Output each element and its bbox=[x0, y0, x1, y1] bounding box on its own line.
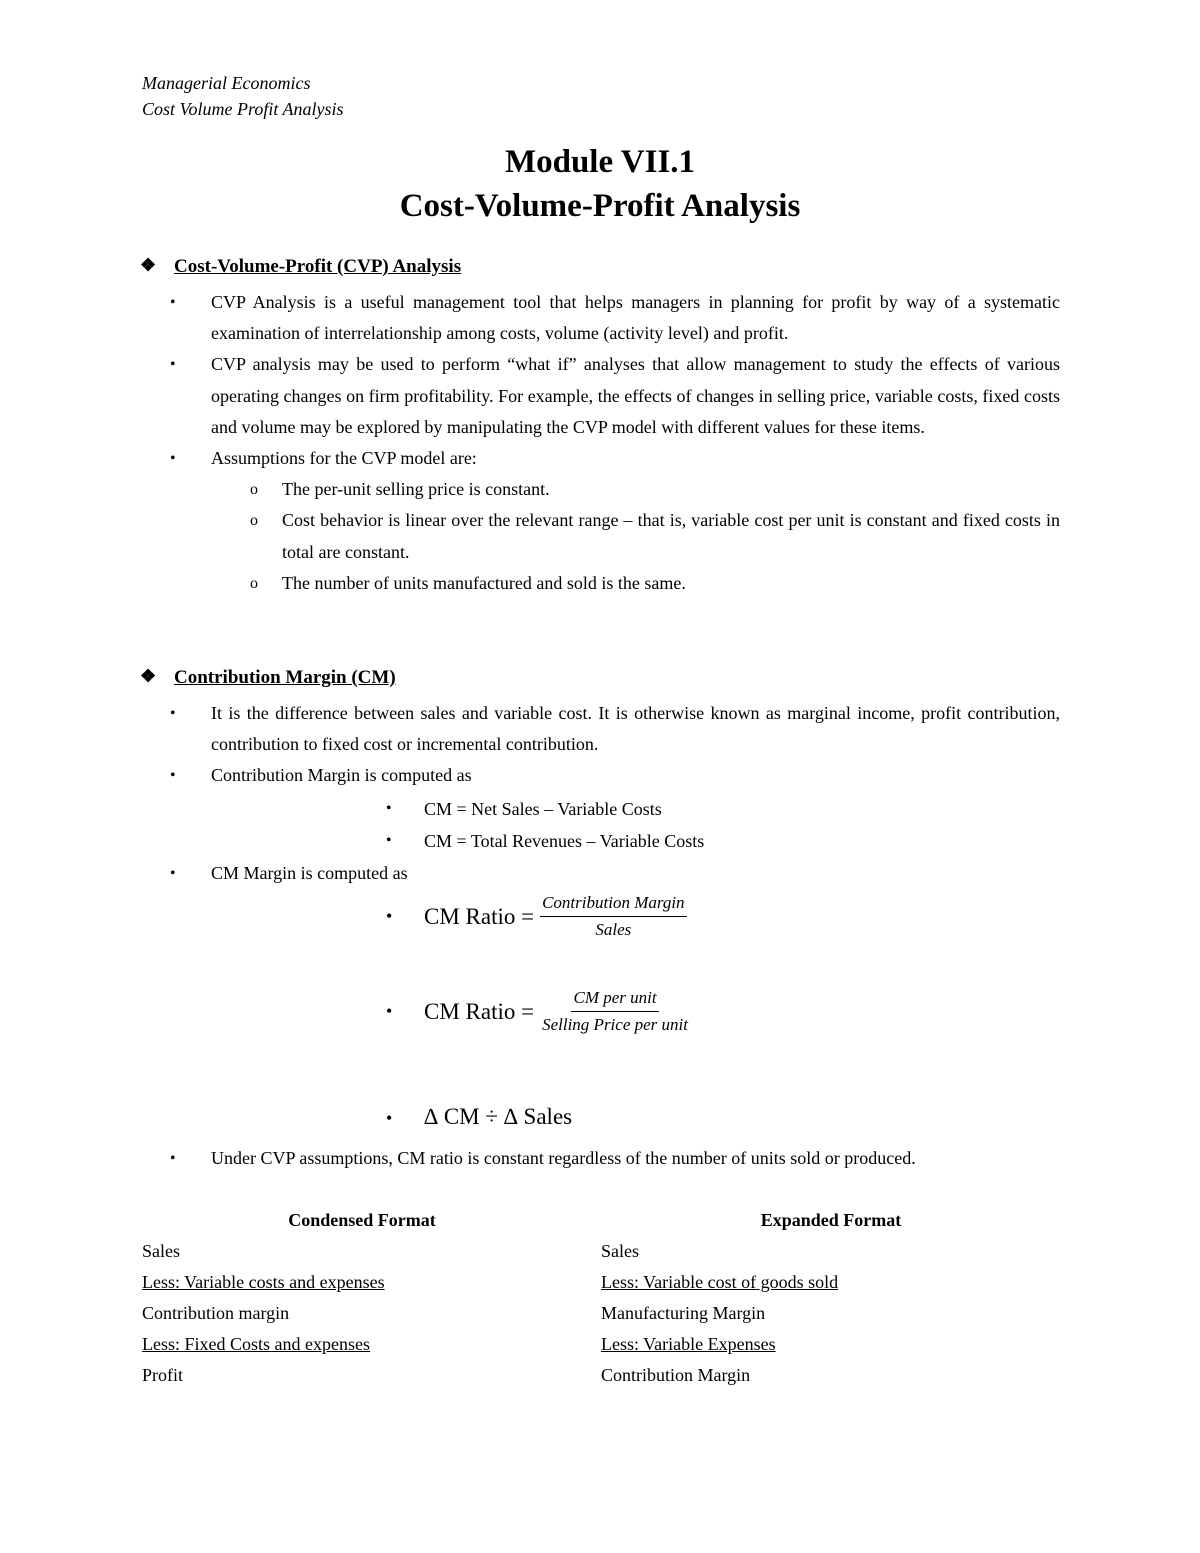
title-subject: Cost-Volume-Profit Analysis bbox=[399, 188, 801, 224]
sub-list-item: o The per-unit selling price is constant. bbox=[170, 474, 1060, 505]
cm-ratio-formula-2 bbox=[386, 988, 690, 1035]
format-row: Less: Variable costs and expenses bbox=[142, 1272, 385, 1292]
format-row: Contribution margin bbox=[142, 1303, 290, 1323]
bullet-icon: • bbox=[170, 450, 176, 468]
formula-item: • CM = Total Revenues – Variable Costs bbox=[386, 825, 704, 857]
format-row: Contribution Margin bbox=[601, 1365, 751, 1385]
sub-list-item: o The number of units manufactured and sold is the same. bbox=[170, 568, 1060, 599]
format-row: Less: Variable Expenses bbox=[601, 1334, 776, 1354]
list-item: • Under CVP assumptions, CM ratio is constant regardless of the number of units sold or produced. bbox=[170, 1143, 1060, 1174]
expanded-format-title: Expanded Format bbox=[760, 1210, 902, 1230]
cm-bullet-list bbox=[170, 698, 1060, 792]
format-row: Sales bbox=[142, 1241, 180, 1261]
bullet-icon: • bbox=[170, 1150, 176, 1167]
fraction-denominator: Selling Price per unit bbox=[542, 1015, 688, 1034]
section-heading-text: Contribution Margin (CM) bbox=[174, 667, 396, 688]
expanded-format bbox=[601, 1205, 1061, 1391]
list-item: • It is the difference between sales and variable cost. It is otherwise known as marginal income, profit contribution, contribution to fixed cost or incremental contribution. bbox=[170, 698, 1060, 760]
formula-lhs: CM Ratio = bbox=[424, 903, 535, 929]
section-heading-cvp bbox=[140, 255, 461, 278]
diamond-bullet-icon: ❖ bbox=[140, 666, 157, 686]
bullet-icon: • bbox=[386, 832, 392, 849]
cm-margin-list bbox=[170, 858, 1060, 889]
format-row: Profit bbox=[142, 1365, 184, 1385]
section-heading-text: Cost-Volume-Profit (CVP) Analysis bbox=[174, 256, 462, 277]
header-course: Managerial Economics bbox=[142, 73, 311, 93]
fraction-numerator: CM per unit bbox=[571, 988, 658, 1012]
sub-list-item: o Cost behavior is linear over the relevant range – that is, variable cost per unit is constant and fixed costs in total are constant. bbox=[170, 505, 1060, 567]
cvp-bullet-list bbox=[170, 287, 1060, 599]
bullet-icon: • bbox=[170, 865, 176, 882]
bullet-icon: • bbox=[386, 1001, 393, 1021]
formula-lhs: CM Ratio = bbox=[424, 998, 535, 1024]
list-item: • CM Margin is computed as bbox=[170, 858, 1060, 889]
condensed-format-title: Condensed Format bbox=[288, 1210, 436, 1230]
formula-item: • CM = Net Sales – Variable Costs bbox=[386, 793, 704, 825]
bullet-icon: • bbox=[170, 767, 176, 785]
bullet-icon: • bbox=[386, 906, 393, 926]
format-row: Less: Fixed Costs and expenses bbox=[142, 1334, 370, 1354]
header-topic: Cost Volume Profit Analysis bbox=[142, 99, 344, 119]
list-item: • Contribution Margin is computed as bbox=[170, 760, 1060, 791]
bullet-icon: • bbox=[170, 356, 176, 374]
circle-bullet-icon: o bbox=[250, 574, 258, 592]
page-title bbox=[0, 140, 1200, 228]
list-item: • Assumptions for the CVP model are: bbox=[170, 443, 1060, 474]
bullet-icon: • bbox=[386, 800, 392, 817]
circle-bullet-icon: o bbox=[250, 512, 258, 530]
section-heading-cm bbox=[140, 666, 396, 689]
title-module: Module VII.1 bbox=[504, 144, 696, 180]
fraction-denominator: Sales bbox=[595, 920, 632, 939]
cm-ratio-formula-1 bbox=[386, 893, 687, 940]
bullet-icon: • bbox=[170, 705, 176, 722]
diamond-bullet-icon: ❖ bbox=[140, 255, 157, 275]
cvp-closing-list bbox=[170, 1143, 1060, 1174]
list-item: • CVP Analysis is a useful management tool that helps managers in planning for profit by way of a systematic examination of interrelationship among costs, volume (activity level) and profit. bbox=[170, 287, 1060, 349]
format-row: Manufacturing Margin bbox=[601, 1303, 766, 1323]
condensed-format bbox=[142, 1205, 582, 1391]
circle-bullet-icon: o bbox=[250, 481, 258, 499]
fraction bbox=[540, 893, 686, 940]
bullet-icon: • bbox=[170, 294, 176, 311]
bullet-icon: • bbox=[386, 1108, 393, 1128]
running-header bbox=[142, 70, 344, 122]
cm-formula-list bbox=[386, 793, 704, 857]
fraction-numerator: Contribution Margin bbox=[540, 893, 686, 917]
fraction bbox=[540, 988, 690, 1035]
list-item: • CVP analysis may be used to perform “what if” analyses that allow management to study the effects of various operating changes on firm profitability. For example, the effects of changes in selling price, variable costs, fixed costs and volume may be explored by manipulating the CVP model with different values for these items. bbox=[170, 349, 1060, 443]
format-row: Less: Variable cost of goods sold bbox=[601, 1272, 839, 1292]
format-row: Sales bbox=[601, 1241, 639, 1261]
delta-formula: • ∆ CM ÷ ∆ Sales bbox=[386, 1104, 573, 1129]
